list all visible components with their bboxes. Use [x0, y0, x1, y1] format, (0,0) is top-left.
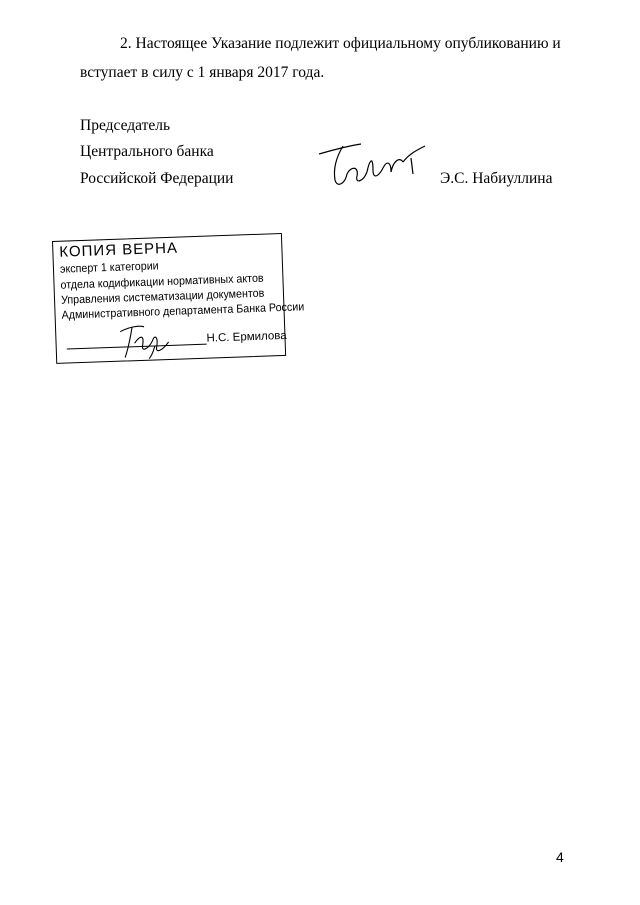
- signatory-title-line-3: Российской Федерации: [80, 170, 234, 187]
- stamp-line-organization: Административного департамента Банка России: [61, 301, 305, 322]
- stamp-signer-name: Н.С. Ермилова: [206, 329, 287, 345]
- signatory-name: Э.С. Набиуллина: [440, 170, 553, 187]
- stamp-handwritten-signature: [114, 320, 175, 362]
- signatory-title-line-1: Председатель: [80, 117, 171, 134]
- stamp-line-position: эксперт 1 категории: [59, 260, 159, 276]
- stamp-line-division: Управления систематизации документов: [60, 287, 265, 307]
- page-number: 4: [556, 849, 564, 865]
- signatory-title-line-2: Центрального банка: [80, 143, 214, 160]
- paragraph-line-2: вступает в силу с 1 января 2017 года.: [80, 64, 325, 81]
- stamp-line-department: отдела кодификации нормативных актов: [60, 272, 264, 292]
- handwritten-signature: [313, 140, 431, 190]
- stamp-title: КОПИЯ ВЕРНА: [59, 239, 179, 261]
- certified-copy-stamp: [52, 233, 305, 364]
- paragraph-line-1: 2. Настоящее Указание подлежит официальному опубликованию и: [120, 35, 561, 52]
